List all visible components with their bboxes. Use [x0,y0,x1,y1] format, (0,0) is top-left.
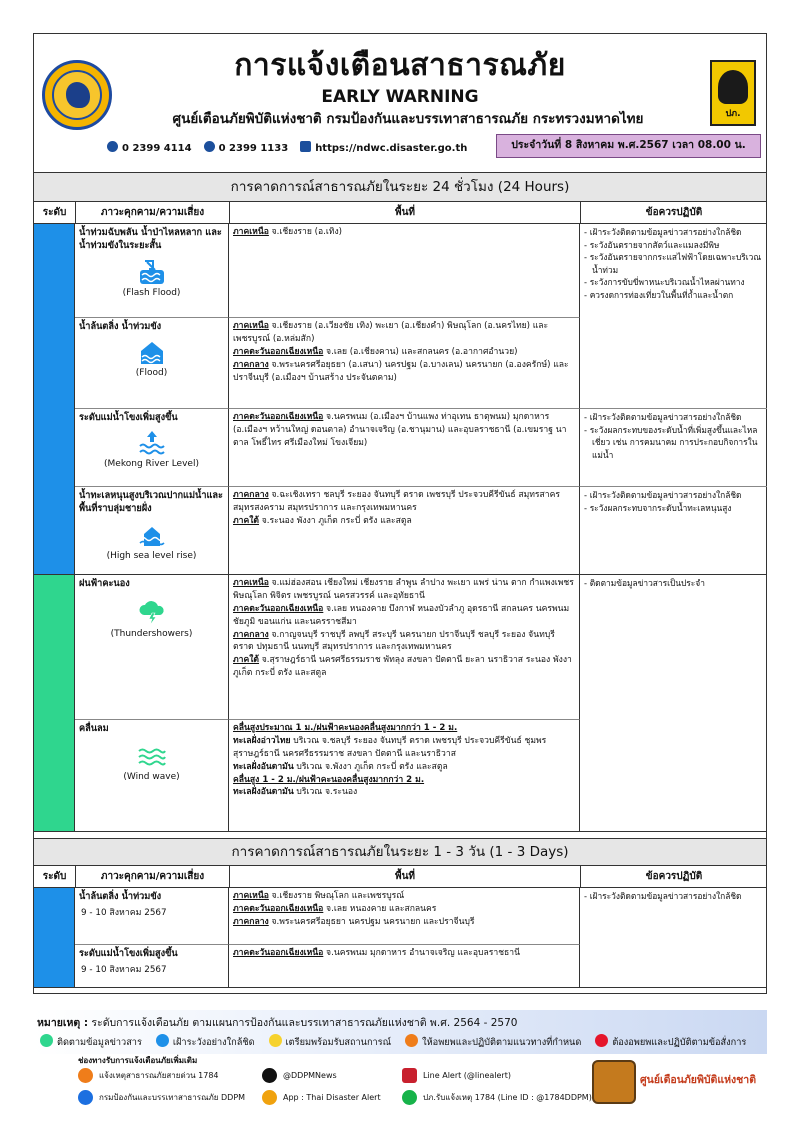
hazard-thundershowers: ฝนฟ้าคะนอง (Thundershowers) [75,575,229,720]
channels-title: ช่องทางรับการแจ้งเตือนภัยเพิ่มเติม [78,1056,198,1065]
advice-mekong: - เฝ้าระวังติดตามข้อมูลข่าวสารอย่างใกล้ชิด - ระวังผลกระทบของระดับน้ำที่เพิ่มสูงขึ้นและไหลเชี่ยว เช่น การคมนาคม การประกอบกิจการในแม่น้ำ [580,409,767,487]
col-hazard: ภาวะคุกคาม/ความเสี่ยง [76,202,230,223]
hazard-flood: น้ำล้นตลิ่ง น้ำท่วมขัง (Flood) [75,318,229,409]
legend-item: ให้อพยพและปฏิบัติตามแนวทางที่กำหนด [405,1034,581,1050]
phone-2[interactable]: 0 2399 1133 [204,141,289,156]
col-advice: ข้อควรปฏิบัติ [645,207,703,218]
area-mekong: ภาคตะวันออกเฉียงเหนือ จ.นครพนม (อ.เมืองฯ บ้านแพง ท่าอุเทน ธาตุพนม) มุกดาหาร (อ.เมืองฯ หว้านใหญ่ ดอนตาล) อำนาจเจริญ (อ.ชานุมาน) และอุบลราชธานี (อ.เขมราฐ นาตาล โพธิ์ไทร ศรีเมืองใหม่ โขงเจียม) [229,409,580,487]
col-hazard: ภาวะคุกคาม/ความเสี่ยง [76,866,230,887]
ddpm-logo-icon: ปภ. [710,60,756,126]
col-area: พื้นที่ [230,866,581,887]
phone-icon [204,141,215,152]
web-icon [300,141,311,152]
ndwc-logo-icon [592,1060,636,1104]
phone-icon [78,1068,93,1083]
channel-line-id[interactable]: ปภ.รับแจ้งเหตุ 1784 (Line ID : @1784DDPM) [402,1090,592,1105]
green-dot-icon [40,1034,53,1047]
header [33,33,767,165]
advice-green: - ติดตามข้อมูลข่าวสารเป็นประจำ [584,578,705,588]
legend-item: เฝ้าระวังอย่างใกล้ชิด [156,1034,255,1050]
advice-item: - ระวังอันตรายจากสัตว์และแมลงมีพิษ [584,239,720,250]
area-flood-3day: ภาคเหนือ จ.เชียงราย พิษณุโลก และเพชรบูรณ์ ภาคตะวันออกเฉียงเหนือ จ.เลย หนองคาย และสกลนคร ภาคกลาง จ.พระนครศรีอยุธยา นครปฐม นครนายก และปราจีนบุรี [229,888,580,945]
orange-dot-icon [405,1034,418,1047]
flash-flood-icon [136,259,168,285]
app-icon [262,1090,277,1105]
thunderstorm-icon [136,600,168,626]
legend-item: ต้องอพยพและปฏิบัติตามข้อสั่งการ [595,1034,746,1050]
page-subtitle-en: EARLY WARNING [321,87,479,107]
advice-item: - เฝ้าระวังติดตามข้อมูลข่าวสารอย่างใกล้ชิด [584,227,742,237]
footer-note: หมายเหตุ : ระดับการแจ้งเตือนภัย ตามแผนการป้องกันและบรรเทาสาธารณภัยแห่งชาติ พ.ศ. 2564 - 2570 [37,1017,518,1029]
hazard-mekong: ระดับแม่น้ำโขงเพิ่มสูงขึ้น (Mekong River Level) [75,409,229,487]
date-badge: ประจำวันที่ 8 สิงหาคม พ.ศ.2567 เวลา 08.00 น. [496,134,761,158]
red-dot-icon [595,1034,608,1047]
advice-item: - ควรงดการท่องเที่ยวในพื้นที่ถ้ำและน้ำตก [584,290,734,301]
ndwc-logo-text: ศูนย์เตือนภัยพิบัติแห่งชาติ [640,1074,757,1086]
area-flash-flood: ภาคเหนือ จ.เชียงราย (อ.เทิง) [229,224,580,318]
sea-level-icon [136,522,168,548]
advice-flood [580,224,767,409]
contact-bar [107,141,467,156]
channel-facebook[interactable]: กรมป้องกันและบรรเทาสาธารณภัย DDPM [78,1090,245,1105]
phone-icon [107,141,118,152]
section-24h-title: การคาดการณ์สาธารณภัยในระยะ 24 ชั่วโมง (24 Hours) [33,172,767,202]
col-level: ระดับ [34,866,76,887]
hazard-flash-flood: น้ำท่วมฉับพลัน น้ำป่าไหลหลาก และน้ำท่วมขังในระยะสั้น (Flash Flood) [75,224,229,318]
area-thundershowers: ภาคเหนือ จ.แม่ฮ่องสอน เชียงใหม่ เชียงราย ลำพูน ลำปาง พะเยา แพร่ น่าน ตาก กำแพงเพชร พิษณุโลก พิจิตร เพชรบูรณ์ นครสวรรค์ และอุทัยธานี ภาคตะวันออกเฉียงเหนือ จ.เลย หนองคาย บึงกาฬ หนองบัวลำภู อุดรธานี สกลนคร นครพนม ชัยภูมิ ขอนแก่น และนครราชสีมา ภาคกลาง จ.กาญจนบุรี ราชบุรี ลพบุรี สระบุรี นครนายก ปราจีนบุรี ชลบุรี ระยอง จันทบุรี ตราด ปทุมธานี นนทบุรี สมุทรปราการ และกรุงเทพมหานคร ภาคใต้ จ.สุราษฎร์ธานี นครศรีธรรมราช พัทลุง สงขลา ปัตตานี ยะลา นราธิวาส ระนอง พังงา ภูเก็ต กระบี่ ตรัง และสตูล [229,575,580,720]
legend-item: ติดตามข้อมูลข่าวสาร [40,1034,142,1050]
wind-wave-icon [136,743,168,769]
river-level-icon [136,430,168,456]
channel-x[interactable]: @DDPMNews [262,1068,337,1083]
col-advice: ข้อควรปฏิบัติ [645,871,703,882]
advice-item: - ระวังอันตรายจากกระแสไฟฟ้าโดยเฉพาะบริเวณน้ำท่วม [584,252,762,275]
channel-hotline[interactable]: แจ้งเหตุสาธารณภัยสายด่วน 1784 [78,1068,219,1083]
channel-app[interactable]: App : Thai Disaster Alert [262,1090,381,1105]
line-icon [402,1090,417,1105]
area-mekong-3day: ภาคตะวันออกเฉียงเหนือ จ.นครพนม มุกดาหาร อำนาจเจริญ และอุบลราชธานี [229,945,580,988]
legend-item: เตรียมพร้อมรับสถานการณ์ [269,1034,392,1050]
col-area: พื้นที่ [230,202,581,223]
hazard-wind-wave: คลื่นลม (Wind wave) [75,720,229,832]
channel-line-alert[interactable]: Line Alert (@linealert) [402,1068,511,1083]
area-flood: ภาคเหนือ จ.เชียงราย (อ.เวียงชัย เทิง) พะเยา (อ.เชียงคำ) พิษณุโลก (อ.นครไทย) และเพชรบูรณ์ (อ.หล่มสัก) ภาคตะวันออกเฉียงเหนือ จ.เลย (อ.เชียงคาน) และสกลนคร (อ.อากาศอำนวย) ภาคกลาง จ.พระนครศรีอยุธยา (อ.เสนา) นครปฐม (อ.บางเลน) นครนายก (อ.องครักษ์) และปราจีนบุรี (อ.เมืองฯ บ้านสร้าง ประจันตคาม) [229,318,580,409]
blue-dot-icon [156,1034,169,1047]
page-title: การแจ้งเตือนสาธารณภัย [234,48,566,83]
phone-1[interactable]: 0 2399 4114 [107,141,192,156]
yellow-dot-icon [269,1034,282,1047]
area-high-sea-level: ภาคกลาง จ.ฉะเชิงเทรา ชลบุรี ระยอง จันทบุรี ตราด เพชรบุรี ประจวบคีรีขันธ์ สมุทรสาคร สมุทรสงคราม สมุทรปราการ และกรุงเทพมหานคร ภาคใต้ จ.ระนอง พังงา ภูเก็ต กระบี่ ตรัง และสตูล [229,487,580,575]
section-3day-title: การคาดการณ์สาธารณภัยในระยะ 1 - 3 วัน (1 - 3 Days) [33,838,767,866]
hazard-flood-3day: น้ำล้นตลิ่ง น้ำท่วมขัง 9 - 10 สิงหาคม 2567 [75,888,229,945]
facebook-icon [78,1090,93,1105]
advice-3day: - เฝ้าระวังติดตามข้อมูลข่าวสารอย่างใกล้ชิด [584,891,742,901]
advice-item: - ระวังการขับขี่พาหนะบริเวณน้ำไหลผ่านทาง [584,277,745,288]
hazard-high-sea-level: น้ำทะเลหนุนสูงบริเวณปากแม่น้ำและพื้นที่ราบลุ่มชายฝั่ง (High sea level rise) [75,487,229,575]
area-wind-wave: คลื่นสูงประมาณ 1 ม./ฝนฟ้าคะนองคลื่นสูงมากกว่า 1 - 2 ม. ทะเลฝั่งอ่าวไทย บริเวณ จ.ชลบุรี ระยอง จันทบุรี ตราด เพชรบุรี ประจวบคีรีขันธ์ ชุมพร สุราษฎร์ธานี นครศรีธรรมราช สงขลา ปัตตานี และนราธิวาส ทะเลฝั่งอันดามัน บริเวณ จ.พังงา ภูเก็ต กระบี่ ตรัง และสตูล คลื่นสูง 1 - 2 ม./ฝนฟ้าคะนองคลื่นสูงมากกว่า 2 ม. ทะเลฝั่งอันดามัน บริเวณ จ.ระนอง [229,720,580,832]
advice-high-sea-level: - เฝ้าระวังติดตามข้อมูลข่าวสารอย่างใกล้ชิด - ระวังผลกระทบจากระดับน้ำทะเลหนุนสูง [580,487,767,575]
col-level: ระดับ [34,202,76,223]
hazard-mekong-3day: ระดับแม่น้ำโขงเพิ่มสูงขึ้น 9 - 10 สิงหาคม 2567 [75,945,229,988]
agency-name: ศูนย์เตือนภัยพิบัติแห่งชาติ กรมป้องกันและบรรเทาสาธารณภัย กระทรวงมหาดไทย [172,111,644,127]
flood-house-icon [136,339,168,365]
section-24h-column-header [33,202,767,224]
website-link[interactable]: https://ndwc.disaster.go.th [300,141,467,156]
line-alert-icon [402,1068,417,1083]
alert-level-legend [40,1034,746,1050]
section-3day-column-header [33,866,767,888]
x-icon [262,1068,277,1083]
